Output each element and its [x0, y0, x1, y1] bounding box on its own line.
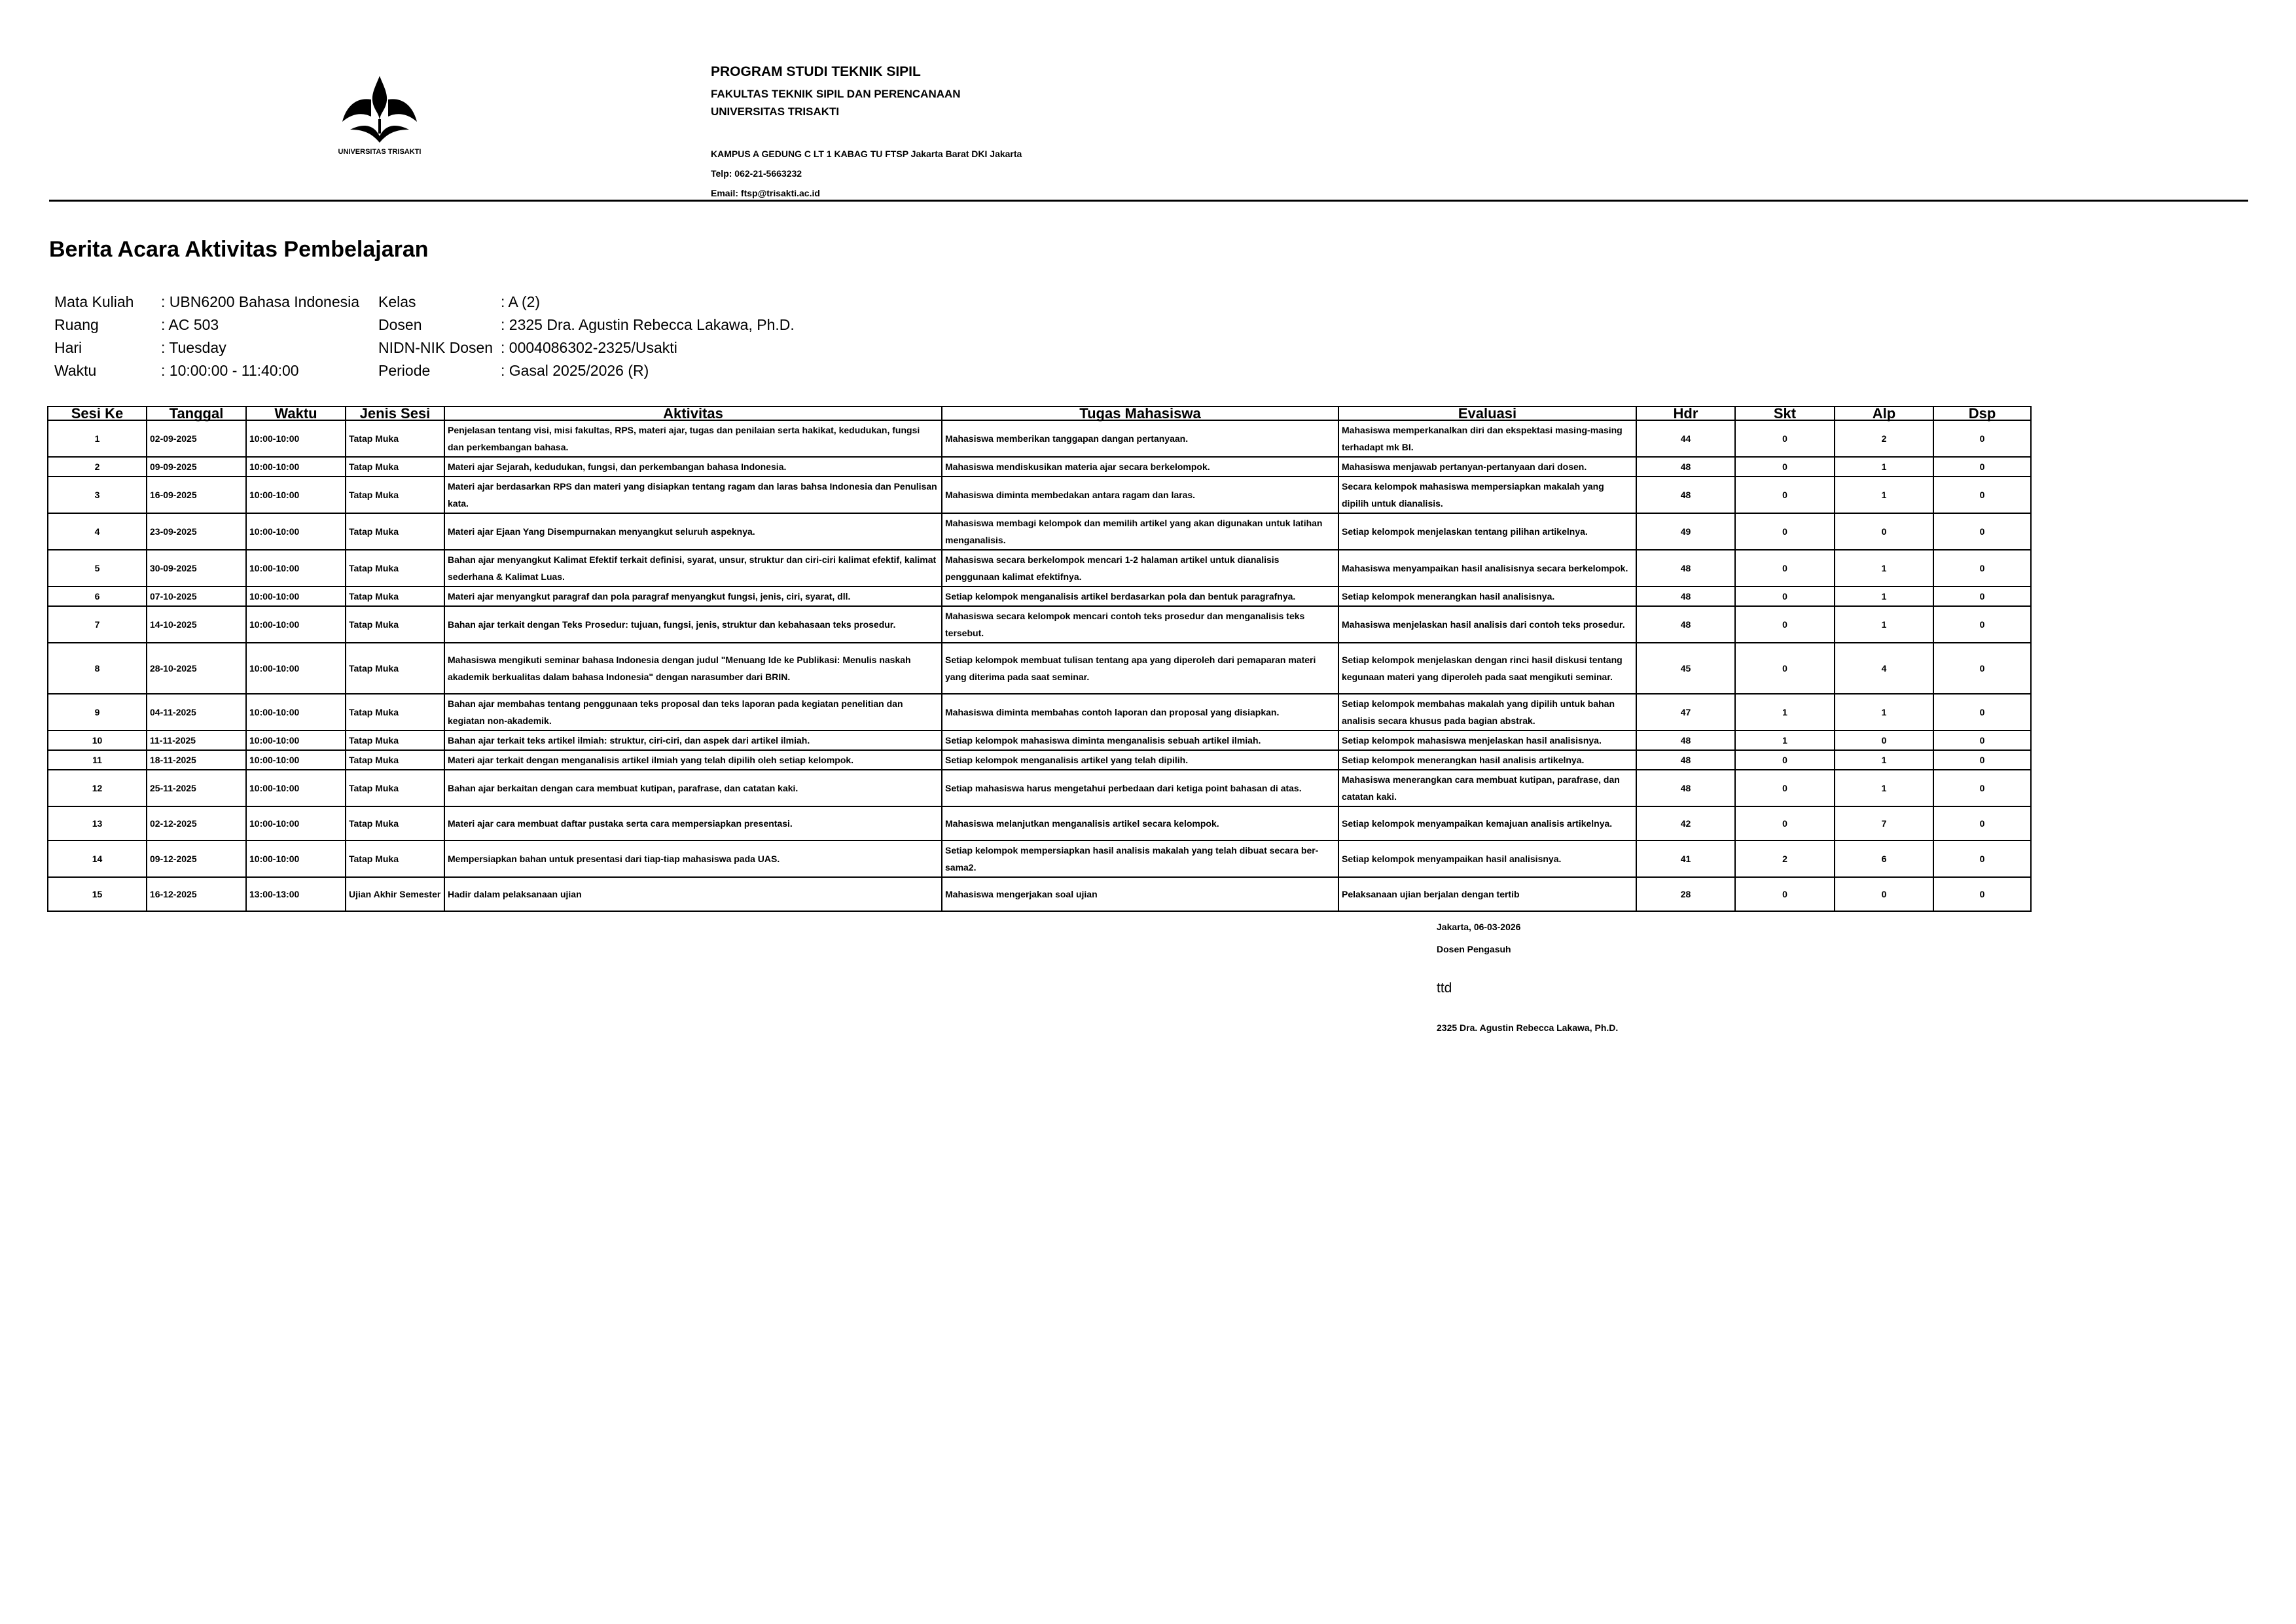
cell-hdr: 48 [1636, 457, 1735, 477]
cell-waktu: 10:00-10:00 [246, 750, 346, 770]
cell-aktivitas: Mahasiswa mengikuti seminar bahasa Indonesia dengan judul "Menuang Ide ke Publikasi: Menulis naskah akademik berkualitas dalam bahasa Indonesia" dengan narasumber dari BRIN. [444, 643, 942, 694]
cell-hdr: 42 [1636, 806, 1735, 840]
header-skt: Skt [1735, 406, 1835, 420]
header-waktu: Waktu [246, 406, 346, 420]
cell-waktu: 10:00-10:00 [246, 550, 346, 586]
cell-alp: 6 [1835, 840, 1933, 877]
header-aktivitas: Aktivitas [444, 406, 942, 420]
cell-skt: 0 [1735, 877, 1835, 911]
table-row [48, 877, 2031, 911]
cell-jenis-sesi: Ujian Akhir Semester [346, 877, 444, 911]
header-dsp: Dsp [1933, 406, 2031, 420]
cell-jenis-sesi: Tatap Muka [346, 806, 444, 840]
cell-aktivitas: Materi ajar cara membuat daftar pustaka serta cara mempersiapkan presentasi. [444, 806, 942, 840]
cell-alp: 1 [1835, 606, 1933, 643]
nidn-label: NIDN-NIK Dosen [378, 339, 493, 356]
cell-tanggal: 02-09-2025 [147, 420, 246, 457]
cell-sesi: 9 [48, 694, 147, 731]
cell-tanggal: 16-12-2025 [147, 877, 246, 911]
cell-tugas: Mahasiswa diminta membahas contoh laporan dan proposal yang disiapkan. [942, 694, 1338, 731]
cell-waktu: 13:00-13:00 [246, 877, 346, 911]
cell-skt: 0 [1735, 550, 1835, 586]
header-tanggal: Tanggal [147, 406, 246, 420]
table-header-row [48, 406, 2031, 420]
cell-waktu: 10:00-10:00 [246, 770, 346, 806]
cell-waktu: 10:00-10:00 [246, 606, 346, 643]
cell-alp: 1 [1835, 550, 1933, 586]
mata-kuliah-label: Mata Kuliah [54, 293, 134, 310]
cell-dsp: 0 [1933, 477, 2031, 513]
cell-jenis-sesi: Tatap Muka [346, 550, 444, 586]
header-hdr: Hdr [1636, 406, 1735, 420]
signer-name: 2325 Dra. Agustin Rebecca Lakawa, Ph.D. [1437, 1022, 1619, 1033]
cell-tanggal: 02-12-2025 [147, 806, 246, 840]
cell-hdr: 48 [1636, 477, 1735, 513]
faculty-name: FAKULTAS TEKNIK SIPIL DAN PERENCANAAN [711, 88, 961, 100]
course-info-right [378, 291, 795, 382]
cell-alp: 1 [1835, 457, 1933, 477]
logo-caption: UNIVERSITAS TRISAKTI [338, 148, 422, 156]
cell-evaluasi: Mahasiswa menjelaskan hasil analisis dari contoh teks prosedur. [1338, 606, 1636, 643]
cell-sesi: 3 [48, 477, 147, 513]
cell-skt: 0 [1735, 513, 1835, 550]
cell-tanggal: 09-09-2025 [147, 457, 246, 477]
cell-hdr: 28 [1636, 877, 1735, 911]
cell-evaluasi: Setiap kelompok menyampaikan hasil analisisnya. [1338, 840, 1636, 877]
activity-table [47, 406, 2032, 912]
cell-sesi: 12 [48, 770, 147, 806]
cell-aktivitas: Mempersiapkan bahan untuk presentasi dari tiap-tiap mahasiswa pada UAS. [444, 840, 942, 877]
cell-sesi: 13 [48, 806, 147, 840]
cell-jenis-sesi: Tatap Muka [346, 694, 444, 731]
cell-hdr: 48 [1636, 606, 1735, 643]
cell-alp: 0 [1835, 731, 1933, 750]
cell-aktivitas: Hadir dalam pelaksanaan ujian [444, 877, 942, 911]
cell-waktu: 10:00-10:00 [246, 731, 346, 750]
cell-hdr: 47 [1636, 694, 1735, 731]
cell-tanggal: 16-09-2025 [147, 477, 246, 513]
cell-aktivitas: Materi ajar menyangkut paragraf dan pola paragraf menyangkut fungsi, jenis, ciri, syarat, dll. [444, 586, 942, 606]
cell-tugas: Setiap kelompok menganalisis artikel berdasarkan pola dan bentuk paragrafnya. [942, 586, 1338, 606]
header-jenis-sesi: Jenis Sesi [346, 406, 444, 420]
cell-jenis-sesi: Tatap Muka [346, 770, 444, 806]
cell-dsp: 0 [1933, 457, 2031, 477]
cell-tugas: Mahasiswa diminta membedakan antara ragam dan laras. [942, 477, 1338, 513]
cell-tugas: Mahasiswa secara kelompok mencari contoh teks prosedur dan menganalisis teks tersebut. [942, 606, 1338, 643]
cell-aktivitas: Bahan ajar terkait teks artikel ilmiah: struktur, ciri-ciri, dan aspek dari artikel ilmiah. [444, 731, 942, 750]
periode-label: Periode [378, 362, 431, 379]
cell-dsp: 0 [1933, 420, 2031, 457]
cell-jenis-sesi: Tatap Muka [346, 513, 444, 550]
hari-value: : Tuesday [161, 339, 226, 356]
cell-jenis-sesi: Tatap Muka [346, 420, 444, 457]
cell-evaluasi: Setiap kelompok menjelaskan tentang pilihan artikelnya. [1338, 513, 1636, 550]
cell-dsp: 0 [1933, 586, 2031, 606]
cell-skt: 0 [1735, 770, 1835, 806]
cell-alp: 0 [1835, 513, 1933, 550]
cell-jenis-sesi: Tatap Muka [346, 457, 444, 477]
table-row [48, 477, 2031, 513]
institution-header [711, 64, 1022, 203]
cell-tanggal: 11-11-2025 [147, 731, 246, 750]
university-name: UNIVERSITAS TRISAKTI [711, 105, 840, 118]
kelas-label: Kelas [378, 293, 416, 310]
program-name: PROGRAM STUDI TEKNIK SIPIL [711, 64, 921, 79]
signer-role: Dosen Pengasuh [1437, 944, 1511, 954]
cell-aktivitas: Bahan ajar membahas tentang penggunaan teks proposal dan teks laporan pada kegiatan penelitian dan kegiatan non-akademik. [444, 694, 942, 731]
cell-evaluasi: Setiap kelompok menerangkan hasil analisis artikelnya. [1338, 750, 1636, 770]
cell-sesi: 7 [48, 606, 147, 643]
cell-evaluasi: Setiap kelompok menjelaskan dengan rinci hasil diskusi tentang kegunaan materi yang diperoleh pada saat mengikuti seminar. [1338, 643, 1636, 694]
header-evaluasi: Evaluasi [1338, 406, 1636, 420]
cell-hdr: 49 [1636, 513, 1735, 550]
table-row [48, 750, 2031, 770]
cell-dsp: 0 [1933, 694, 2031, 731]
cell-hdr: 48 [1636, 731, 1735, 750]
cell-tanggal: 25-11-2025 [147, 770, 246, 806]
cell-evaluasi: Mahasiswa menyampaikan hasil analisisnya secara berkelompok. [1338, 550, 1636, 586]
cell-sesi: 11 [48, 750, 147, 770]
cell-waktu: 10:00-10:00 [246, 694, 346, 731]
table-row [48, 840, 2031, 877]
cell-tugas: Mahasiswa memberikan tanggapan dangan pertanyaan. [942, 420, 1338, 457]
cell-aktivitas: Materi ajar terkait dengan menganalisis artikel ilmiah yang telah dipilih oleh setiap kelompok. [444, 750, 942, 770]
dosen-value: : 2325 Dra. Agustin Rebecca Lakawa, Ph.D. [501, 316, 795, 333]
cell-tugas: Setiap kelompok membuat tulisan tentang apa yang diperoleh dari pemaparan materi yang diterima pada saat seminar. [942, 643, 1338, 694]
ruang-label: Ruang [54, 316, 99, 333]
cell-dsp: 0 [1933, 806, 2031, 840]
email: Email: ftsp@trisakti.ac.id [711, 188, 820, 198]
cell-skt: 1 [1735, 694, 1835, 731]
cell-alp: 7 [1835, 806, 1933, 840]
cell-evaluasi: Setiap kelompok membahas makalah yang dipilih untuk bahan analisis secara khusus pada bagian abstrak. [1338, 694, 1636, 731]
cell-dsp: 0 [1933, 550, 2031, 586]
table-row [48, 420, 2031, 457]
table-row [48, 770, 2031, 806]
cell-aktivitas: Bahan ajar menyangkut Kalimat Efektif terkait definisi, syarat, unsur, struktur dan ciri-ciri kalimat efektif, kalimat sederhana & Kalimat Luas. [444, 550, 942, 586]
cell-dsp: 0 [1933, 606, 2031, 643]
table-row [48, 550, 2031, 586]
cell-tanggal: 23-09-2025 [147, 513, 246, 550]
table-row [48, 457, 2031, 477]
cell-tanggal: 09-12-2025 [147, 840, 246, 877]
cell-skt: 0 [1735, 643, 1835, 694]
header-sesi: Sesi Ke [48, 406, 147, 420]
cell-alp: 1 [1835, 477, 1933, 513]
cell-waktu: 10:00-10:00 [246, 420, 346, 457]
cell-alp: 2 [1835, 420, 1933, 457]
cell-skt: 0 [1735, 457, 1835, 477]
mata-kuliah-value: : UBN6200 Bahasa Indonesia [161, 293, 360, 310]
waktu-label: Waktu [54, 362, 97, 379]
hari-label: Hari [54, 339, 82, 356]
cell-skt: 0 [1735, 606, 1835, 643]
cell-tugas: Mahasiswa secara berkelompok mencari 1-2 halaman artikel untuk dianalisis penggunaan kalimat efektifnya. [942, 550, 1338, 586]
cell-dsp: 0 [1933, 840, 2031, 877]
cell-jenis-sesi: Tatap Muka [346, 750, 444, 770]
cell-alp: 1 [1835, 586, 1933, 606]
cell-sesi: 14 [48, 840, 147, 877]
university-logo [331, 73, 429, 165]
cell-dsp: 0 [1933, 731, 2031, 750]
cell-sesi: 4 [48, 513, 147, 550]
cell-waktu: 10:00-10:00 [246, 477, 346, 513]
cell-jenis-sesi: Tatap Muka [346, 840, 444, 877]
cell-skt: 0 [1735, 477, 1835, 513]
table-row [48, 694, 2031, 731]
kelas-value: : A (2) [501, 293, 541, 310]
cell-hdr: 45 [1636, 643, 1735, 694]
cell-evaluasi: Pelaksanaan ujian berjalan dengan tertib [1338, 877, 1636, 911]
cell-jenis-sesi: Tatap Muka [346, 606, 444, 643]
cell-aktivitas: Materi ajar berdasarkan RPS dan materi yang disiapkan tentang ragam dan laras bahsa Indonesia dan Penulisan kata. [444, 477, 942, 513]
cell-hdr: 41 [1636, 840, 1735, 877]
table-row [48, 643, 2031, 694]
cell-waktu: 10:00-10:00 [246, 643, 346, 694]
cell-evaluasi: Setiap kelompok menerangkan hasil analisisnya. [1338, 586, 1636, 606]
periode-value: : Gasal 2025/2026 (R) [501, 362, 649, 379]
cell-alp: 4 [1835, 643, 1933, 694]
cell-evaluasi: Mahasiswa menerangkan cara membuat kutipan, parafrase, dan catatan kaki. [1338, 770, 1636, 806]
cell-sesi: 6 [48, 586, 147, 606]
cell-jenis-sesi: Tatap Muka [346, 477, 444, 513]
cell-aktivitas: Penjelasan tentang visi, misi fakultas, RPS, materi ajar, tugas dan penilaian serta hakikat, kedudukan, fungsi dan perkembangan bahasa. [444, 420, 942, 457]
table-row [48, 586, 2031, 606]
cell-hdr: 48 [1636, 770, 1735, 806]
table-row [48, 606, 2031, 643]
table-row [48, 806, 2031, 840]
cell-skt: 0 [1735, 586, 1835, 606]
trisakti-emblem-icon [337, 73, 422, 145]
cell-evaluasi: Mahasiswa memperkanalkan diri dan ekspektasi masing-masing terhadapt mk BI. [1338, 420, 1636, 457]
ruang-value: : AC 503 [161, 316, 219, 333]
cell-waktu: 10:00-10:00 [246, 457, 346, 477]
cell-tugas: Setiap kelompok mahasiswa diminta menganalisis sebuah artikel ilmiah. [942, 731, 1338, 750]
table-body [48, 420, 2031, 911]
cell-hdr: 48 [1636, 586, 1735, 606]
cell-tugas: Setiap mahasiswa harus mengetahui perbedaan dari ketiga point bahasan di atas. [942, 770, 1338, 806]
cell-waktu: 10:00-10:00 [246, 806, 346, 840]
place-date: Jakarta, 06-03-2026 [1437, 922, 1521, 932]
cell-jenis-sesi: Tatap Muka [346, 643, 444, 694]
signature-block [1437, 922, 1618, 1033]
cell-skt: 0 [1735, 750, 1835, 770]
cell-skt: 2 [1735, 840, 1835, 877]
cell-tanggal: 28-10-2025 [147, 643, 246, 694]
cell-tanggal: 04-11-2025 [147, 694, 246, 731]
nidn-value: : 0004086302-2325/Usakti [501, 339, 677, 356]
cell-sesi: 5 [48, 550, 147, 586]
cell-tugas: Mahasiswa melanjutkan menganalisis artikel secara kelompok. [942, 806, 1338, 840]
cell-sesi: 8 [48, 643, 147, 694]
cell-waktu: 10:00-10:00 [246, 513, 346, 550]
dosen-label: Dosen [378, 316, 422, 333]
cell-evaluasi: Setiap kelompok menyampaikan kemajuan analisis artikelnya. [1338, 806, 1636, 840]
document-title: Berita Acara Aktivitas Pembelajaran [49, 237, 429, 262]
cell-tugas: Setiap kelompok menganalisis artikel yang telah dipilih. [942, 750, 1338, 770]
cell-tugas: Mahasiswa mengerjakan soal ujian [942, 877, 1338, 911]
course-info-left [54, 291, 359, 382]
cell-hdr: 48 [1636, 750, 1735, 770]
cell-dsp: 0 [1933, 513, 2031, 550]
cell-evaluasi: Secara kelompok mahasiswa mempersiapkan makalah yang dipilih untuk dianalisis. [1338, 477, 1636, 513]
cell-sesi: 2 [48, 457, 147, 477]
header-tugas: Tugas Mahasiswa [942, 406, 1338, 420]
cell-skt: 1 [1735, 731, 1835, 750]
cell-dsp: 0 [1933, 770, 2031, 806]
cell-jenis-sesi: Tatap Muka [346, 731, 444, 750]
cell-hdr: 48 [1636, 550, 1735, 586]
cell-alp: 0 [1835, 877, 1933, 911]
cell-tugas: Mahasiswa membagi kelompok dan memilih artikel yang akan digunakan untuk latihan menganalisis. [942, 513, 1338, 550]
cell-aktivitas: Materi ajar Sejarah, kedudukan, fungsi, dan perkembangan bahasa Indonesia. [444, 457, 942, 477]
cell-alp: 1 [1835, 750, 1933, 770]
cell-tanggal: 14-10-2025 [147, 606, 246, 643]
cell-dsp: 0 [1933, 643, 2031, 694]
cell-skt: 0 [1735, 806, 1835, 840]
header-alp: Alp [1835, 406, 1933, 420]
cell-alp: 1 [1835, 694, 1933, 731]
waktu-value: : 10:00:00 - 11:40:00 [161, 362, 299, 379]
cell-aktivitas: Bahan ajar terkait dengan Teks Prosedur: tujuan, fungsi, jenis, struktur dan kebahasaan teks prosedur. [444, 606, 942, 643]
cell-sesi: 10 [48, 731, 147, 750]
cell-waktu: 10:00-10:00 [246, 840, 346, 877]
cell-evaluasi: Setiap kelompok mahasiswa menjelaskan hasil analisisnya. [1338, 731, 1636, 750]
signature-ttd: ttd [1437, 981, 1452, 996]
cell-sesi: 1 [48, 420, 147, 457]
cell-tugas: Setiap kelompok mempersiapkan hasil analisis makalah yang telah dibuat secara ber-sama2. [942, 840, 1338, 877]
cell-aktivitas: Bahan ajar berkaitan dengan cara membuat kutipan, parafrase, dan catatan kaki. [444, 770, 942, 806]
cell-dsp: 0 [1933, 750, 2031, 770]
cell-alp: 1 [1835, 770, 1933, 806]
table-row [48, 513, 2031, 550]
cell-sesi: 15 [48, 877, 147, 911]
cell-tanggal: 18-11-2025 [147, 750, 246, 770]
cell-tugas: Mahasiswa mendiskusikan materia ajar secara berkelompok. [942, 457, 1338, 477]
cell-aktivitas: Materi ajar Ejaan Yang Disempurnakan menyangkut seluruh aspeknya. [444, 513, 942, 550]
cell-skt: 0 [1735, 420, 1835, 457]
header-divider [49, 200, 2248, 202]
table-row [48, 731, 2031, 750]
cell-waktu: 10:00-10:00 [246, 586, 346, 606]
cell-tanggal: 07-10-2025 [147, 586, 246, 606]
cell-evaluasi: Mahasiswa menjawab pertanyan-pertanyaan dari dosen. [1338, 457, 1636, 477]
cell-hdr: 44 [1636, 420, 1735, 457]
address: KAMPUS A GEDUNG C LT 1 KABAG TU FTSP Jakarta Barat DKI Jakarta [711, 149, 1022, 159]
cell-dsp: 0 [1933, 877, 2031, 911]
cell-tanggal: 30-09-2025 [147, 550, 246, 586]
cell-jenis-sesi: Tatap Muka [346, 586, 444, 606]
phone: Telp: 062-21-5663232 [711, 168, 802, 179]
